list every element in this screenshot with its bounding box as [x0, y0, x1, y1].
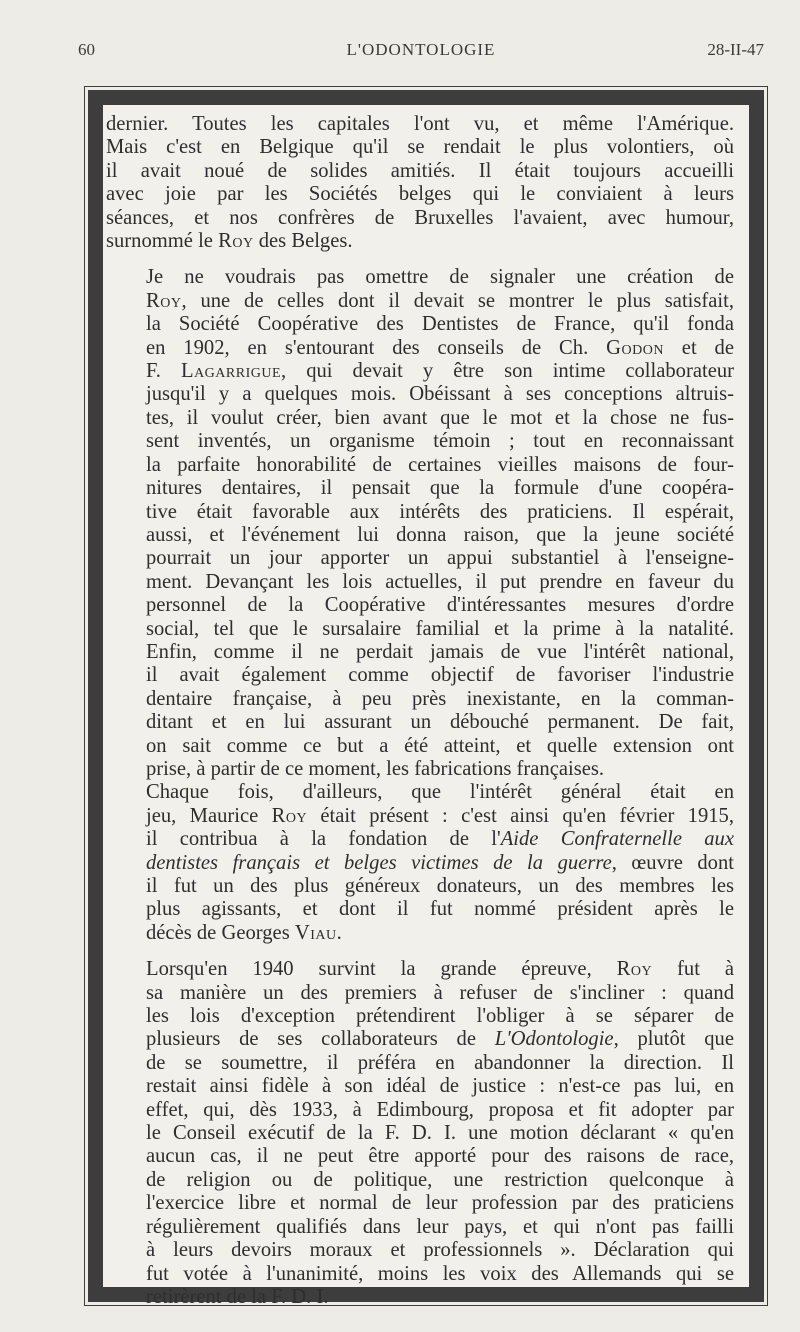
- text-line: jusqu'il y a quelques mois. Obéissant à ses conceptions altruis-: [146, 383, 734, 406]
- text-line: il avait également comme objectif de favoriser l'industrie: [146, 664, 734, 687]
- issue-date: 28-II-47: [707, 40, 764, 59]
- text-line: Roy, une de celles dont il devait se montrer le plus satisfait,: [146, 289, 734, 312]
- text-line: dernier. Toutes les capitales l'ont vu, et même l'Amérique.: [106, 113, 734, 135]
- text-line: plusieurs de ses collaborateurs de L'Odontologie, plutôt que: [146, 1028, 734, 1051]
- text-line: Je ne voudrais pas omettre de signaler une création de: [146, 266, 734, 289]
- text-line: pourrait un jour apporter un appui substantiel à l'enseigne-: [146, 547, 734, 570]
- text-line: Chaque fois, d'ailleurs, que l'intérêt général était en: [146, 781, 734, 804]
- text-line: ditant et en lui assurant un débouché permanent. De fait,: [146, 711, 734, 734]
- italic-title: L'Odontologie: [494, 1028, 614, 1051]
- text-line: tes, il voulut créer, bien avant que le mot et la chose ne fus-: [146, 406, 734, 429]
- text-line: aucun cas, il ne peut être apporté pour des raisons de race,: [146, 1145, 734, 1168]
- text-line: sa manière un des premiers à refuser de s'incliner : quand: [146, 981, 734, 1004]
- small-caps-name: Lagarrigue: [180, 360, 282, 383]
- text-line: social, tel que le sursalaire familial et la prime à la natalité.: [146, 617, 734, 640]
- text-line: jeu, Maurice Roy était présent : c'est ainsi qu'en février 1915,: [146, 804, 734, 827]
- text-line: retirèrent de la F. D. I.: [146, 1285, 329, 1308]
- small-caps-name: Godon: [606, 336, 664, 359]
- text-line: le Conseil exécutif de la F. D. I. une motion déclarant « qu'en: [146, 1122, 734, 1145]
- small-caps-name: Roy: [616, 958, 653, 981]
- text-line: tive était favorable aux intérêts des praticiens. Il espérait,: [146, 500, 734, 523]
- text-line: on sait comme ce but a été atteint, et quelle extension ont: [146, 734, 734, 757]
- text-line: les lois d'exception prétendirent l'obliger à se séparer de: [146, 1005, 734, 1028]
- page-number: 60: [78, 40, 95, 59]
- small-caps-name: Roy: [271, 804, 308, 827]
- text-line: l'exercice libre et normal de leur profession par des praticiens: [146, 1192, 734, 1215]
- article-body: [106, 113, 734, 1309]
- text-line: de se soumettre, il préféra en abandonner la direction. Il: [146, 1051, 734, 1074]
- text-line: Mais c'est en Belgique qu'il se rendait le plus volontiers, où: [106, 136, 734, 159]
- text-line: prise, à partir de ce moment, les fabrications françaises.: [146, 757, 605, 780]
- text-line: fut votée à l'unanimité, moins les voix des Allemands qui se: [146, 1262, 734, 1285]
- journal-title: L'ODONTOLOGIE: [346, 40, 496, 59]
- text-line: décès de Georges Viau.: [146, 921, 342, 944]
- text-line: surnommé le Roy des Belges.: [106, 230, 353, 253]
- paragraph: [106, 781, 734, 945]
- paragraph: [106, 113, 734, 253]
- text-line: F. Lagarrigue, qui devait y être son intime collaborateur: [146, 360, 734, 383]
- text-line: restait ainsi fidèle à son idéal de justice : n'est-ce pas lui, en: [146, 1075, 734, 1098]
- italic-title: Aide Confraternelle aux: [500, 828, 734, 851]
- text-line: la Société Coopérative des Dentistes de France, qu'il fonda: [146, 313, 734, 336]
- text-line: il contribua à la fondation de l'Aide Confraternelle aux: [146, 828, 734, 851]
- text-line: dentistes français et belges victimes de la guerre, œuvre dont: [146, 851, 734, 874]
- text-line: ment. Devançant les lois actuelles, il put prendre en faveur du: [146, 570, 734, 593]
- text-line: à leurs devoirs moraux et professionnels ». Déclaration qui: [146, 1239, 734, 1262]
- text-line: sent inventés, un organisme témoin ; tout en reconnaissant: [146, 430, 734, 453]
- text-line: nitures dentaires, il pensait que la formule d'une coopéra-: [146, 477, 734, 500]
- text-line: dentaire française, à peu près inexistante, en la comman-: [146, 687, 734, 710]
- text-line: il avait noué de solides amitiés. Il était toujours accueilli: [106, 159, 734, 182]
- text-line: de religion ou de politique, une restriction quelconque à: [146, 1168, 734, 1191]
- running-header: [78, 40, 764, 64]
- text-line: personnel de la Coopérative d'intéressantes mesures d'ordre: [146, 594, 734, 617]
- text-line: la parfaite honorabilité de certaines vieilles maisons de four-: [146, 453, 734, 476]
- text-line: il fut un des plus généreux donateurs, un des membres les: [146, 875, 734, 897]
- text-line: aussi, et l'événement lui donna raison, que la jeune société: [146, 523, 734, 546]
- text-line: séances, et nos confrères de Bruxelles l'avaient, avec humour,: [106, 206, 734, 229]
- small-caps-name: Roy: [146, 289, 182, 312]
- text-line: régulièrement qualifiés dans leur pays, et qui n'ont pas failli: [146, 1215, 734, 1238]
- text-line: avec joie par les Sociétés belges qui le conviaient à leurs: [106, 183, 734, 206]
- small-caps-name: Roy: [218, 230, 254, 253]
- text-line: Lorsqu'en 1940 survint la grande épreuve, Roy fut à: [146, 958, 734, 981]
- paragraph: [106, 266, 734, 781]
- text-line: en 1902, en s'entourant des conseils de Ch. Godon et de: [146, 336, 734, 359]
- text-line: plus agissants, et dont il fut nommé président après le: [146, 898, 734, 921]
- small-caps-name: Viau: [294, 921, 337, 944]
- text-line: Enfin, comme il ne perdait jamais de vue l'intérêt national,: [146, 640, 734, 663]
- paragraph: [106, 958, 734, 1309]
- italic-title: dentistes français et belges victimes de la guerre: [146, 851, 612, 874]
- text-line: effet, qui, dès 1933, à Edimbourg, proposa et fit adopter par: [146, 1098, 734, 1121]
